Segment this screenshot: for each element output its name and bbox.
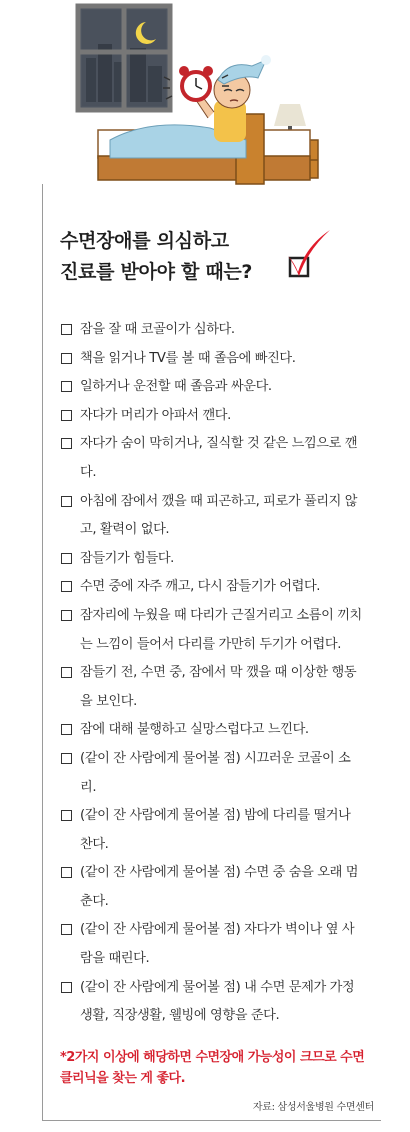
checklist-item[interactable] [60, 745, 365, 802]
source-credit: 자료: 삼성서울병원 수면센터 [252, 1102, 374, 1113]
checkbox-icon[interactable] [61, 381, 72, 392]
checkbox-icon[interactable] [61, 438, 72, 449]
checklist-item[interactable] [60, 488, 365, 545]
checklist-item-text: 잠에 대해 불행하고 실망스럽다고 느낀다. [80, 722, 309, 738]
checklist-item-text: 아침에 잠에서 깼을 때 피곤하고, 피로가 풀리지 않고, 활력이 없다. [80, 493, 358, 538]
checklist-item[interactable] [60, 859, 365, 916]
checklist-item[interactable] [60, 345, 365, 374]
checkbox-icon[interactable] [61, 667, 72, 678]
checklist-item-text: 잠을 잘 때 코골이가 심하다. [80, 322, 235, 337]
checklist-item-text: 일하거나 운전할 때 졸음과 싸운다. [80, 379, 272, 395]
checklist-item[interactable] [60, 716, 365, 745]
checkbox-icon[interactable] [61, 924, 72, 935]
checklist-item-text: 잠들기 전, 수면 중, 잠에서 막 깼을 때 이상한 행동을 보인다. [80, 665, 357, 709]
footnote: *2가지 이상에 해당하면 수면장애 가능성이 크므로 수면클리닉을 찾는 게 좋다. [60, 1050, 365, 1086]
checklist-item-text: (같이 잔 사람에게 물어볼 점) 밤에 다리를 떨거나 찬다. [80, 808, 351, 852]
checkbox-icon[interactable] [61, 496, 72, 507]
symptom-checklist [60, 316, 365, 1031]
checkbox-icon[interactable] [61, 753, 72, 764]
checkbox-checked-icon [282, 228, 334, 284]
checkbox-icon[interactable] [61, 581, 72, 592]
checklist-item[interactable] [60, 430, 365, 487]
checklist-item-text: 자다가 숨이 막히거나, 질식할 것 같은 느낌으로 깬다. [80, 436, 358, 480]
checkbox-icon[interactable] [61, 724, 72, 735]
checkbox-icon[interactable] [61, 324, 72, 335]
checkbox-icon[interactable] [61, 410, 72, 421]
checklist-item-text: 잠들기가 힘들다. [80, 550, 174, 566]
checklist-item-text: (같이 잔 사람에게 물어볼 점) 내 수면 문제가 가정생활, 직장생활, 웰빙에 영향을 준다. [80, 979, 355, 1024]
checkbox-icon[interactable] [61, 353, 72, 364]
checklist-item[interactable] [60, 316, 365, 345]
checkbox-icon[interactable] [61, 867, 72, 878]
checklist-item-text: (같이 잔 사람에게 물어볼 점) 자다가 벽이나 옆 사람을 때린다. [80, 922, 355, 967]
checklist-item-text: 잠자리에 누웠을 때 다리가 근질거리고 소름이 끼치는 느낌이 들어서 다리를 가만히 두기가 어렵다. [80, 607, 362, 652]
checklist-item[interactable] [60, 916, 365, 973]
checklist-item[interactable] [60, 802, 365, 859]
checklist-item-text: 자다가 머리가 아파서 깬다. [80, 407, 231, 423]
checklist-item[interactable] [60, 573, 365, 602]
checklist-item-text: 수면 중에 자주 깨고, 다시 잠들기가 어렵다. [80, 579, 321, 595]
checklist-item[interactable] [60, 373, 365, 402]
checklist-item[interactable] [60, 602, 365, 659]
checklist-item[interactable] [60, 974, 365, 1031]
checklist-item[interactable] [60, 402, 365, 431]
checkbox-icon[interactable] [61, 982, 72, 993]
checkbox-icon[interactable] [61, 610, 72, 621]
checklist-item[interactable] [60, 659, 365, 716]
checkbox-icon[interactable] [61, 810, 72, 821]
checklist-item-text: (같이 잔 사람에게 물어볼 점) 수면 중 숨을 오래 멈춘다. [80, 865, 359, 909]
checkbox-icon[interactable] [61, 553, 72, 564]
checklist-item-text: (같이 잔 사람에게 물어볼 점) 시끄러운 코골이 소리. [80, 750, 351, 795]
window-icon [78, 6, 170, 110]
title-line-2: 진료를 받아야 할 때는? [60, 261, 253, 283]
sleep-illustration [0, 0, 410, 185]
title-line-1: 수면장애를 의심하고 [60, 230, 229, 252]
checklist-item-text: 책을 읽거나 TV를 볼 때 졸음에 빠진다. [80, 350, 296, 366]
checklist-item[interactable] [60, 545, 365, 574]
